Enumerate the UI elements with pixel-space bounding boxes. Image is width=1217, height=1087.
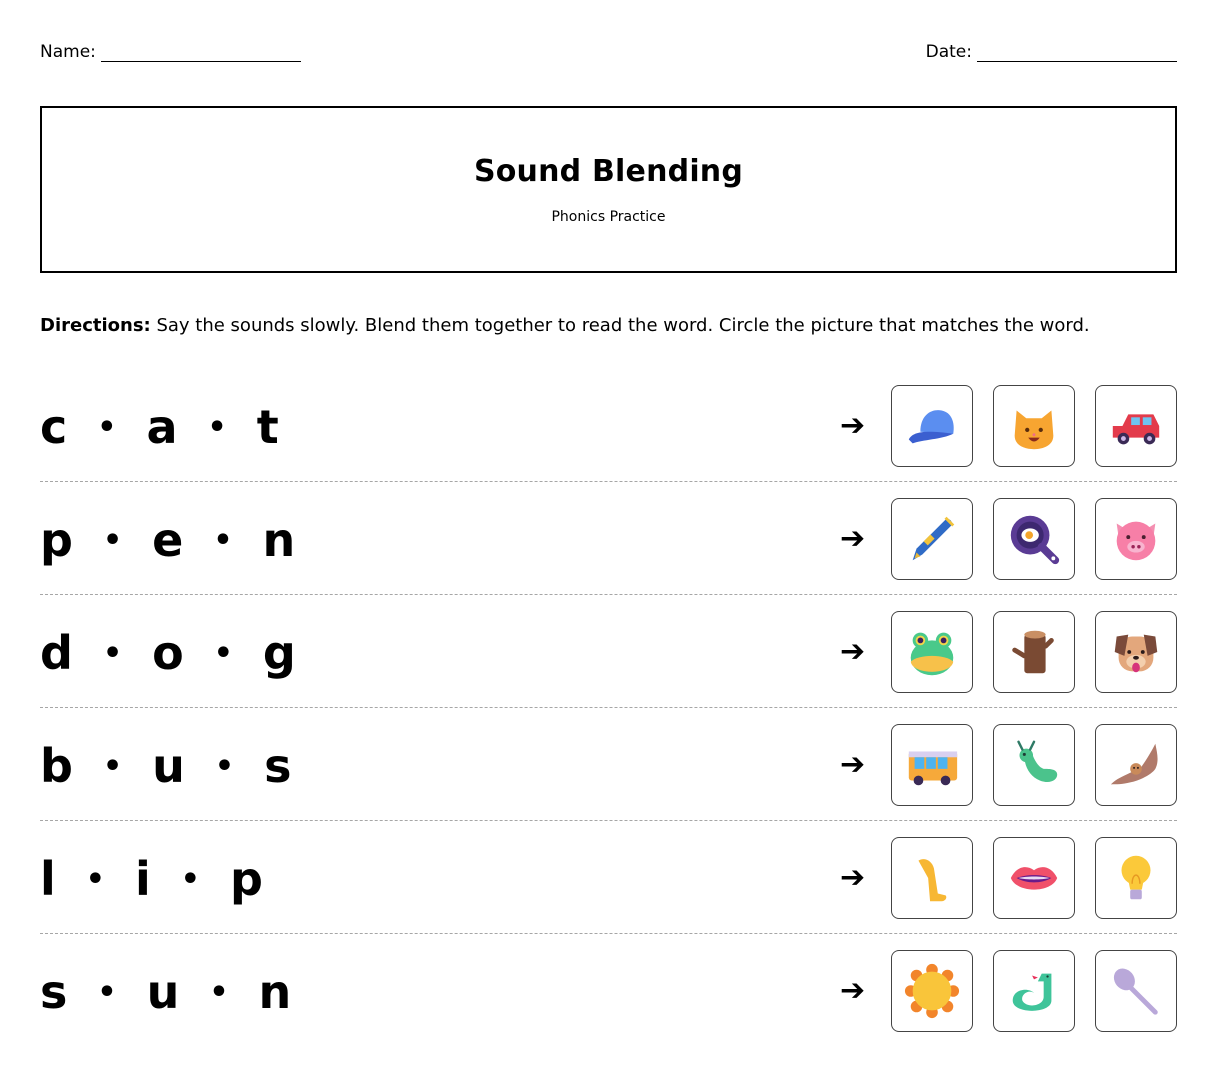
picture-choices [891, 950, 1177, 1032]
choice-car[interactable] [1095, 385, 1177, 467]
frying-pan-icon [1005, 510, 1063, 568]
sound: t [256, 400, 279, 454]
sound-sequence [40, 626, 296, 680]
picture-choices [891, 724, 1177, 806]
choice-leg[interactable] [891, 837, 973, 919]
car-icon [1107, 397, 1165, 455]
picture-choices [891, 611, 1177, 693]
lips-icon [1005, 849, 1063, 907]
sound: g [262, 626, 296, 680]
sound: c [40, 400, 68, 454]
sound: p [229, 852, 263, 906]
sound: s [264, 739, 292, 793]
light-bulb-icon [1107, 849, 1165, 907]
sound: b [40, 739, 73, 793]
sound-sequence [40, 965, 291, 1019]
sound: a [146, 400, 178, 454]
page-subtitle: Phonics Practice [551, 209, 666, 225]
choice-bat[interactable] [1095, 724, 1177, 806]
choice-log[interactable] [993, 611, 1075, 693]
choice-sun[interactable] [891, 950, 973, 1032]
sound-separator: • [97, 410, 117, 445]
choice-cat[interactable] [993, 385, 1075, 467]
pen-icon [903, 510, 961, 568]
name-label: Name: [40, 42, 96, 62]
sound-sequence [40, 513, 295, 567]
spoon-icon [1107, 962, 1165, 1020]
choice-snake[interactable] [993, 950, 1075, 1032]
sound-sequence [40, 739, 291, 793]
sound: n [262, 513, 296, 567]
sound-sequence [40, 852, 263, 906]
arrow-icon: ➔ [840, 747, 866, 782]
arrow-icon: ➔ [840, 634, 866, 669]
exercise-row-sun [40, 937, 1177, 1050]
name-blank-line[interactable] [101, 43, 301, 62]
title-box [40, 106, 1177, 273]
directions [40, 315, 1090, 336]
exercise-row-lip [40, 824, 1177, 937]
sound: u [152, 739, 185, 793]
date-blank-line[interactable] [977, 43, 1177, 62]
arrow-icon: ➔ [840, 973, 866, 1008]
caterpillar-icon [1005, 736, 1063, 794]
date-field [926, 42, 1177, 62]
sound: d [40, 626, 73, 680]
exercise-row-pen [40, 485, 1177, 598]
sound-separator: • [207, 410, 227, 445]
choice-bug[interactable] [993, 724, 1075, 806]
choice-lip[interactable] [993, 837, 1075, 919]
choice-frog[interactable] [891, 611, 973, 693]
arrow-icon: ➔ [840, 408, 866, 443]
directions-label: Directions: [40, 315, 151, 336]
choice-spoon[interactable] [1095, 950, 1177, 1032]
directions-text: Say the sounds slowly. Blend them together to read the word. Circle the picture that matches the word. [150, 315, 1090, 336]
sound: u [146, 965, 180, 1019]
snake-icon [1005, 962, 1063, 1020]
date-label: Date: [925, 42, 972, 62]
choice-pen[interactable] [891, 498, 973, 580]
sound: o [152, 626, 184, 680]
sound-separator: • [213, 523, 233, 558]
exercise-list [40, 372, 1177, 1050]
bat-icon [1107, 736, 1165, 794]
name-field [40, 42, 301, 62]
sound-separator: • [85, 862, 105, 897]
sound-separator: • [102, 749, 123, 784]
frog-icon [903, 623, 961, 681]
sound-separator: • [209, 975, 229, 1010]
picture-choices [891, 385, 1177, 467]
sound-separator: • [214, 749, 235, 784]
sun-icon [903, 962, 961, 1020]
choice-dog[interactable] [1095, 611, 1177, 693]
pig-icon [1107, 510, 1165, 568]
sound: l [40, 852, 56, 906]
cat-icon [1005, 397, 1063, 455]
picture-choices[interactable] [891, 498, 1177, 580]
exercise-row-bus [40, 711, 1177, 824]
sound-separator: • [213, 636, 233, 671]
arrow-icon: ➔ [840, 860, 866, 895]
choice-pig[interactable] [1095, 498, 1177, 580]
exercise-row-dog [40, 598, 1177, 711]
sound-separator: • [102, 523, 123, 558]
sound: i [134, 852, 151, 906]
sound: n [258, 965, 292, 1019]
choice-cap[interactable] [891, 385, 973, 467]
page-title: Sound Blending [473, 154, 744, 189]
sound: e [152, 513, 184, 567]
sound: p [40, 513, 73, 567]
sound-separator: • [97, 975, 117, 1010]
dog-icon [1107, 623, 1165, 681]
sound-separator: • [180, 862, 200, 897]
picture-choices [891, 837, 1177, 919]
arrow-icon: ➔ [840, 521, 866, 556]
choice-bus[interactable] [891, 724, 973, 806]
choice-pan[interactable] [993, 498, 1075, 580]
bus-icon [903, 736, 961, 794]
sound: s [40, 965, 68, 1019]
exercise-row-cat [40, 372, 1177, 485]
log-icon [1005, 623, 1063, 681]
leg-icon [903, 849, 961, 907]
sound-separator: • [102, 636, 123, 671]
choice-light-bulb[interactable] [1095, 837, 1177, 919]
sound-sequence [40, 400, 279, 454]
cap-icon [903, 397, 961, 455]
